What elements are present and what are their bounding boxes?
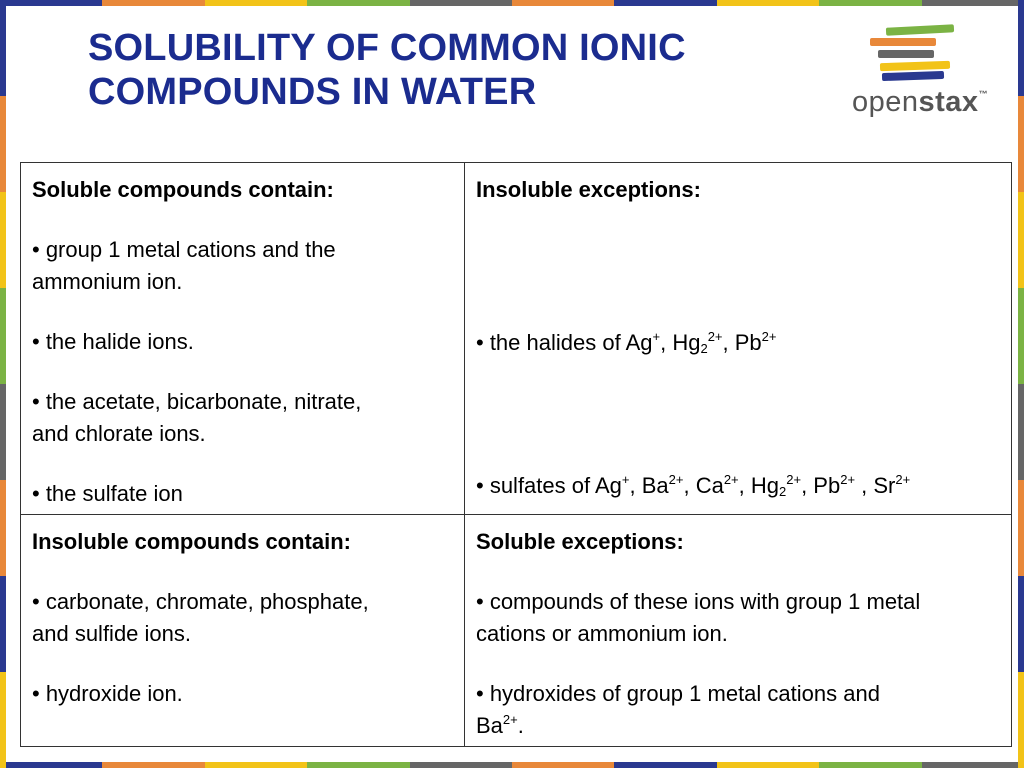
frame-segment (102, 0, 204, 6)
frame-segment (1018, 576, 1024, 672)
openstax-logo (848, 20, 998, 130)
left-color-bar (0, 0, 6, 768)
frame-segment (0, 762, 102, 768)
logo-text-open: open (852, 86, 919, 118)
insoluble-exceptions-cell (465, 163, 1012, 515)
frame-segment (1018, 672, 1024, 768)
list-item: • compounds of these ions with group 1 metal (476, 589, 921, 614)
frame-segment (0, 384, 6, 480)
frame-segment (0, 0, 6, 96)
frame-segment (0, 0, 102, 6)
title-line-2: COMPOUNDS IN WATER (88, 71, 537, 113)
bottom-color-bar (0, 762, 1024, 768)
soluble-compounds-cell (21, 163, 465, 515)
frame-segment (0, 192, 6, 288)
list-item: • the halide ions. (32, 329, 194, 354)
frame-segment (0, 288, 6, 384)
frame-segment (410, 762, 512, 768)
logo-trademark: ™ (978, 89, 989, 99)
frame-segment (205, 0, 307, 6)
frame-segment (1018, 0, 1024, 96)
logo-stripe (880, 61, 950, 71)
frame-segment (1018, 288, 1024, 384)
frame-segment (819, 762, 921, 768)
solubility-table (20, 162, 1012, 747)
insoluble-compounds-header: Insoluble compounds contain: (32, 529, 351, 554)
frame-segment (512, 0, 614, 6)
soluble-exceptions-cell (465, 515, 1012, 747)
frame-segment (614, 762, 716, 768)
list-item: • hydroxide ion. (32, 681, 183, 706)
halides-exception-item: • the halides of Ag+, $Hg_2^{2+}$, $Pb^{2+}$ (476, 329, 777, 356)
slide-title (88, 26, 788, 114)
title-line-1: SOLUBILITY OF COMMON IONIC (88, 27, 686, 69)
frame-segment (102, 762, 204, 768)
frame-segment (1018, 480, 1024, 576)
soluble-compounds-header: Soluble compounds contain: (32, 177, 334, 202)
frame-segment (717, 762, 819, 768)
list-item: and sulfide ions. (32, 621, 191, 646)
list-item: • hydroxides of group 1 metal cations and (476, 681, 880, 706)
frame-segment (1018, 96, 1024, 192)
table-row (21, 163, 1012, 515)
frame-segment (205, 762, 307, 768)
list-item: and chlorate ions. (32, 421, 206, 446)
logo-stripe (882, 71, 944, 81)
frame-segment (512, 762, 614, 768)
frame-segment (922, 762, 1024, 768)
frame-segment (1018, 384, 1024, 480)
logo-text-stax: stax (918, 86, 979, 118)
logo-stripe (878, 50, 934, 58)
list-item: • group 1 metal cations and the (32, 237, 336, 262)
frame-segment (819, 0, 921, 6)
frame-segment (0, 96, 6, 192)
frame-segment (307, 0, 409, 6)
frame-segment (614, 0, 716, 6)
list-item: ammonium ion. (32, 269, 183, 294)
logo-stripe (886, 24, 954, 36)
insoluble-exceptions-header: Insoluble exceptions: (476, 177, 701, 202)
insoluble-compounds-cell (21, 515, 465, 747)
top-color-bar (0, 0, 1024, 6)
list-item: • carbonate, chromate, phosphate, (32, 589, 369, 614)
list-item: cations or ammonium ion. (476, 621, 728, 646)
frame-segment (0, 576, 6, 672)
sulfates-exception-item: • sulfates of Ag+, $Ba^{2+}$, $Ca^{2+}$, $Hg_2^{2+}$, $Pb^{2+}$ , $Sr^{2+}$ (476, 472, 911, 499)
logo-wordmark (852, 86, 988, 119)
frame-segment (922, 0, 1024, 6)
frame-segment (0, 480, 6, 576)
list-item: • the acetate, bicarbonate, nitrate, (32, 389, 362, 414)
frame-segment (307, 762, 409, 768)
list-item: • the sulfate ion (32, 481, 183, 506)
frame-segment (1018, 192, 1024, 288)
table-row (21, 515, 1012, 747)
right-color-bar (1018, 0, 1024, 768)
logo-stripe (870, 38, 936, 46)
frame-segment (717, 0, 819, 6)
frame-segment (410, 0, 512, 6)
soluble-exceptions-header: Soluble exceptions: (476, 529, 684, 554)
list-item: $Ba^{2+}$. (476, 712, 524, 738)
frame-segment (0, 672, 6, 768)
